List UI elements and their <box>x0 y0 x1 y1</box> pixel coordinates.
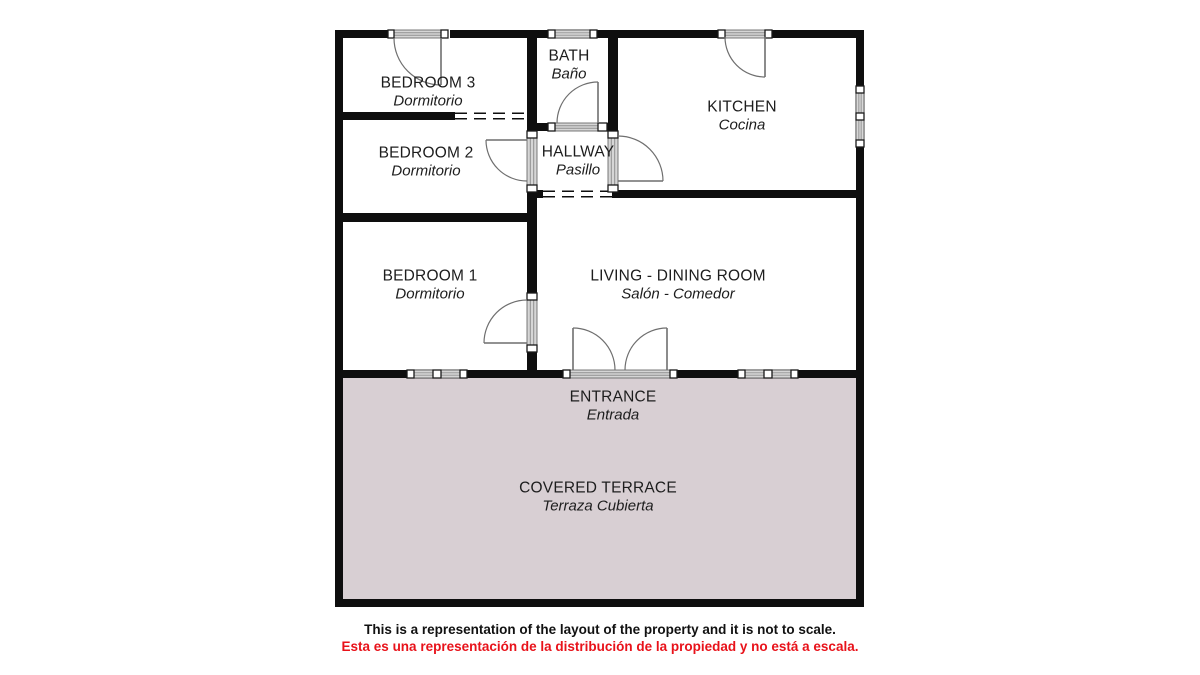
room-name: BEDROOM 1 <box>382 267 478 285</box>
room-subtitle: Salón - Comedor <box>621 285 735 302</box>
disclaimer-line-en: This is a representation of the layout of the property and it is not to scale. <box>364 622 836 637</box>
room-label-bedroom3 <box>381 75 476 110</box>
room-name: BATH <box>548 47 590 65</box>
disclaimer <box>0 621 1200 655</box>
door-entrance-double <box>563 328 677 378</box>
room-subtitle: Dormitorio <box>395 285 465 302</box>
room-label-covered-terrace <box>519 480 677 515</box>
room-label-living-dining <box>590 268 765 303</box>
door-bedroom1 <box>484 293 537 352</box>
room-subtitle: Terraza Cubierta <box>542 497 654 514</box>
door-kitchen-top <box>718 30 772 77</box>
room-name: BEDROOM 3 <box>380 74 476 92</box>
door-kitchen-hallway <box>608 131 663 192</box>
room-name: COVERED TERRACE <box>519 479 677 497</box>
window-kitchen <box>856 86 864 147</box>
door-bedroom2 <box>486 131 537 192</box>
room-name: KITCHEN <box>707 98 777 116</box>
room-subtitle: Pasillo <box>555 161 601 178</box>
room-label-bath <box>549 48 590 83</box>
room-subtitle: Dormitorio <box>393 92 463 109</box>
opening-bedroom3-dashed <box>455 112 527 120</box>
room-name: ENTRANCE <box>569 388 657 406</box>
room-label-bedroom2 <box>379 145 474 180</box>
window-bath <box>548 30 597 38</box>
opening-hallway-dashed <box>543 190 612 198</box>
room-label-bedroom1 <box>383 268 478 303</box>
window-bedroom1 <box>407 370 467 378</box>
room-name: BEDROOM 2 <box>378 144 474 162</box>
room-label-hallway <box>542 144 615 179</box>
room-label-entrance <box>570 389 657 424</box>
room-label-kitchen <box>707 99 776 134</box>
door-bath <box>548 82 607 131</box>
room-subtitle: Entrada <box>586 406 640 423</box>
room-name: LIVING - DINING ROOM <box>590 267 766 285</box>
window-living <box>738 370 798 378</box>
room-subtitle: Cocina <box>718 116 766 133</box>
room-name: HALLWAY <box>541 143 615 161</box>
disclaimer-line-es: Esta es una representación de la distribución de la propiedad y no está a escala. <box>341 639 859 654</box>
room-subtitle: Dormitorio <box>391 162 461 179</box>
room-subtitle: Baño <box>551 65 587 82</box>
